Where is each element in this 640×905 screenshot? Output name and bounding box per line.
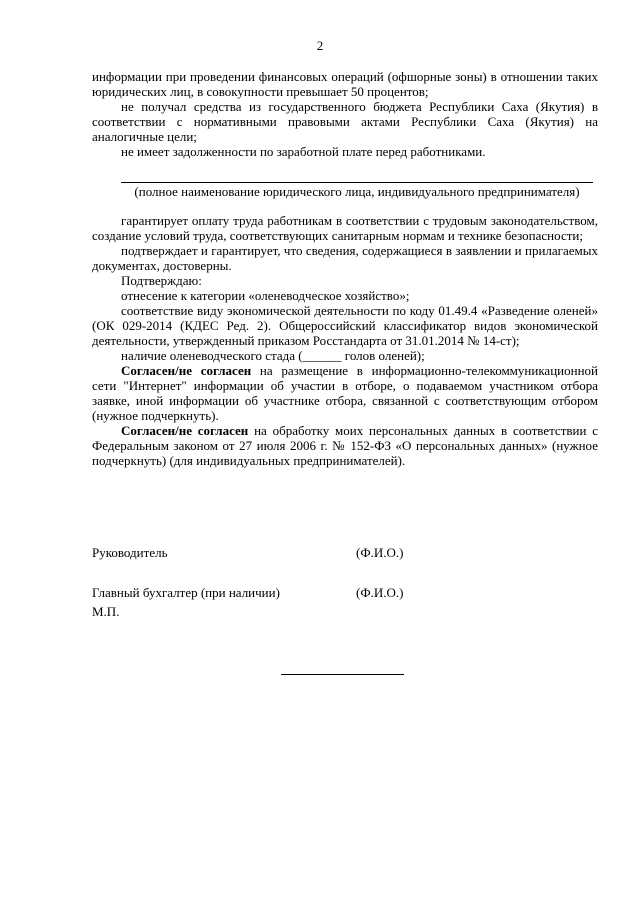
activity-code-paragraph: соответствие виду экономической деятельности по коду 01.49.4 «Разведение оленей» (ОК 029-2014 (КДЕС Ред. 2). Общероссийский классификатор видов экономической деятельности, утвержденный приказом Росстандарта от 31.01.2014 № 14-ст); — [92, 303, 598, 348]
head-label: Руководитель — [92, 545, 168, 560]
accountant-label: Главный бухгалтер (при наличии) — [92, 585, 280, 600]
herd-paragraph: наличие оленеводческого стада (______ голов оленей); — [121, 348, 425, 363]
budget-paragraph: не получал средства из государственного бюджета Республики Саха (Якутия) в соответствии с нормативными правовыми актами Республики Саха (Якутия) на аналогичные цели; — [92, 99, 598, 144]
consent-choice-2: Согласен/не согласен — [121, 423, 249, 438]
consent-choice-1: Согласен/не согласен — [121, 363, 252, 378]
internet-consent-text: на размещение в информационно-телекоммуникационной сети "Интернет" информации об участии в отборе, о подаваемом участником отбора заявке, иной информации об участнике отбора, связанной с соответствующим отбором (нужное подчеркнуть). — [92, 363, 598, 423]
accountant-fio: (Ф.И.О.) — [356, 585, 404, 600]
declaration-block-1 — [92, 69, 598, 159]
entity-name-line — [121, 182, 593, 183]
confirm-heading: Подтверждаю: — [121, 273, 202, 288]
end-divider — [281, 674, 404, 675]
offshore-paragraph: информации при проведении финансовых операций (офшорные зоны) в отношении таких юридических лиц, в совокупности превышает 50 процентов; — [92, 69, 598, 99]
stamp-mark: М.П. — [92, 604, 120, 619]
salary-debt-paragraph: не имеет задолженности по заработной плате перед работниками. — [121, 144, 486, 159]
personal-data-consent-text: на обработку моих персональных данных в соответствии с Федеральным законом от 27 июля 2006 г. № 152-ФЗ «О персональных данных» (нужное подчеркнуть) (для индивидуальных предпринимателей). — [92, 423, 598, 468]
internet-consent-paragraph — [92, 363, 598, 423]
declaration-block-2 — [92, 213, 598, 468]
confirm-paragraph: подтверждает и гарантирует, что сведения, содержащиеся в заявлении и прилагаемых документах, достоверны. — [92, 243, 598, 273]
page-number: 2 — [316, 38, 324, 53]
personal-data-consent-paragraph — [92, 423, 598, 468]
category-paragraph: отнесение к категории «оленеводческое хозяйство»; — [121, 288, 410, 303]
guarantee-paragraph: гарантирует оплату труда работникам в соответствии с трудовым законодательством, создание условий труда, соответствующих санитарным нормам и технике безопасности; — [92, 213, 598, 243]
head-fio: (Ф.И.О.) — [356, 545, 404, 560]
entity-name-caption: (полное наименование юридического лица, индивидуального предпринимателя) — [134, 184, 580, 199]
